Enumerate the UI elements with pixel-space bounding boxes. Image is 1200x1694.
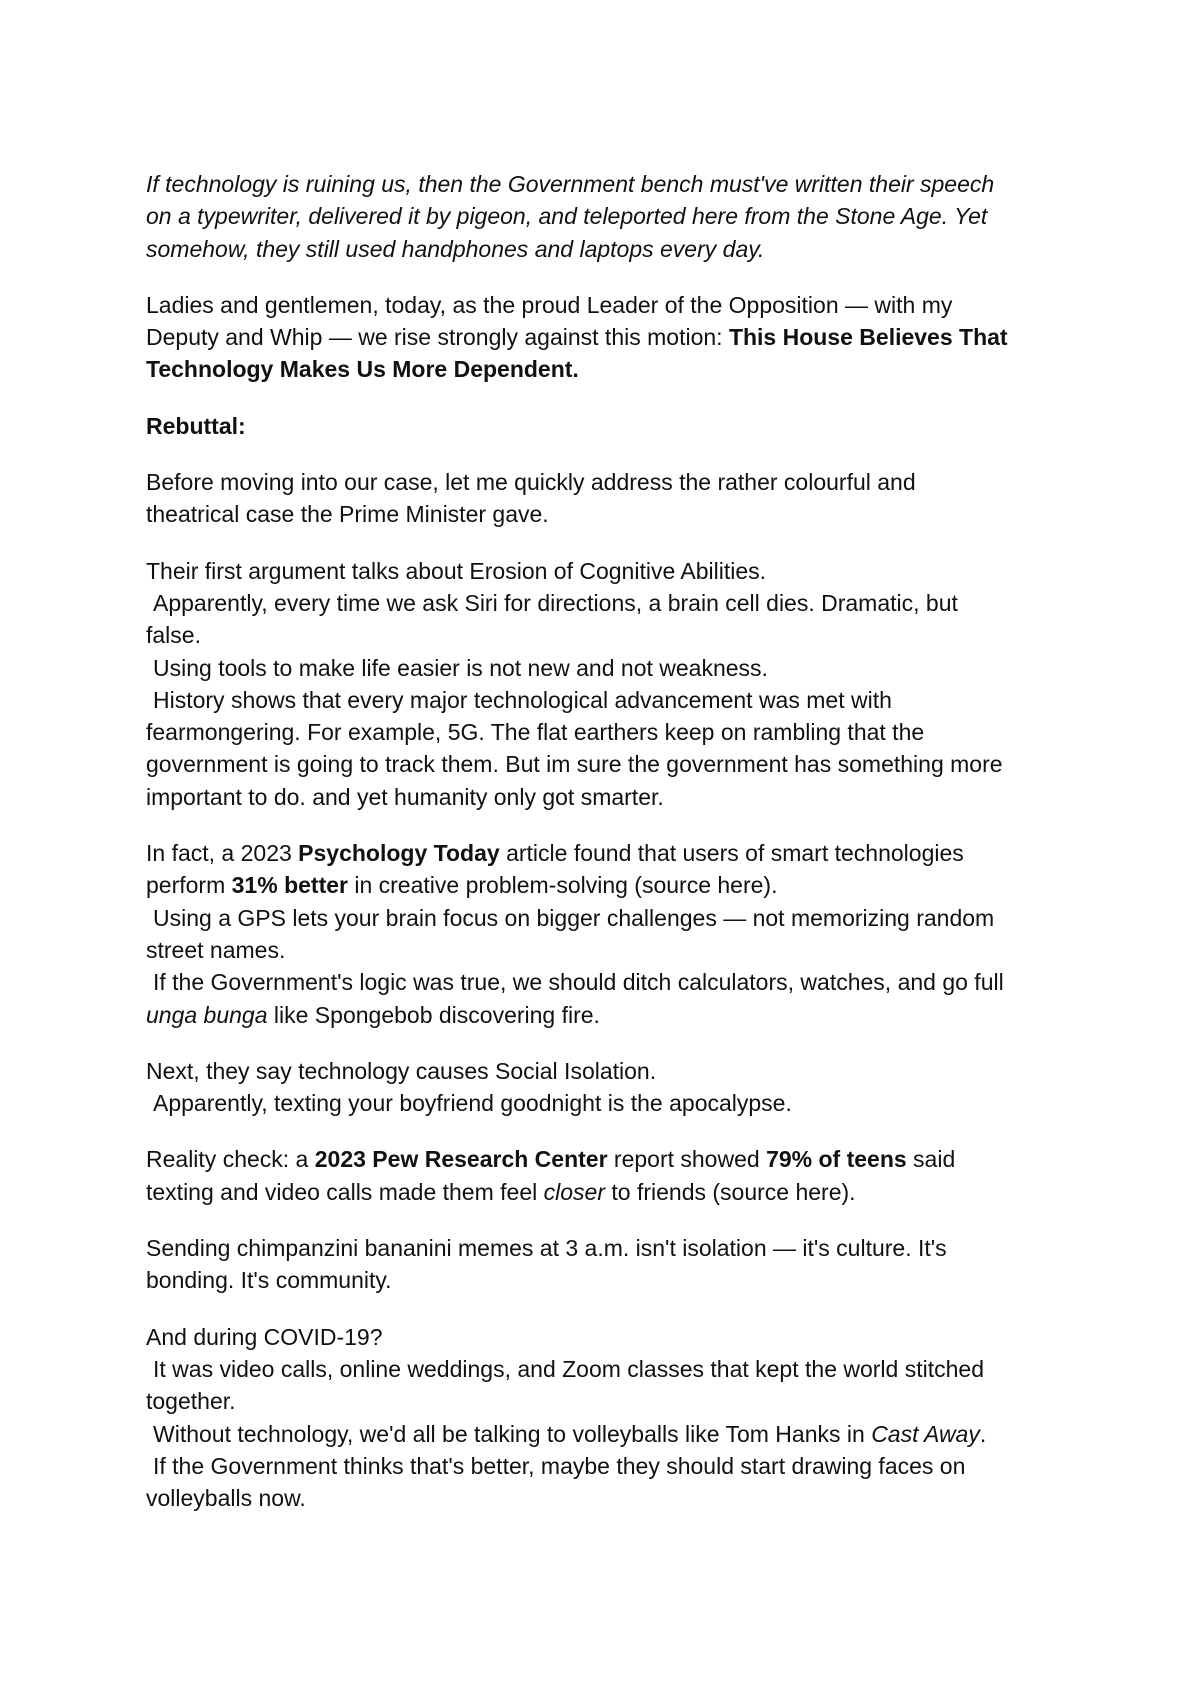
covid-line: volleyballs now. (146, 1485, 306, 1512)
fact-line (146, 999, 1076, 1031)
memes-paragraph (146, 1232, 1076, 1297)
memes-line: Sending chimpanzini bananini memes at 3 a.m. isn't isolation — it's culture. It's (146, 1235, 947, 1262)
intro-line: on a typewriter, delivered it by pigeon, and teleported here from the Stone Age. Yet (146, 203, 988, 230)
emphasis-text: unga bunga (146, 1001, 268, 1028)
argument-line: fearmongering. For example, 5G. The flat earthers keep on rambling that the (146, 719, 925, 746)
document-body (146, 168, 1076, 1538)
argument-line: false. (146, 622, 201, 649)
statistic: 31% better (231, 872, 348, 899)
reality-text: Reality check: a (146, 1146, 315, 1173)
before-paragraph (146, 466, 1076, 531)
fact-text: in creative problem-solving (source here). (347, 872, 778, 899)
intro-line: If technology is ruining us, then the Government bench must've written their speech (146, 171, 995, 197)
reality-paragraph (146, 1143, 1076, 1208)
fact-text: article found that users of smart technologies (499, 840, 964, 867)
motion-title: This House Believes That (728, 324, 1008, 351)
argument-line: Apparently, every time we ask Siri for directions, a brain cell dies. Dramatic, but (153, 589, 958, 616)
covid-line: together. (146, 1388, 236, 1415)
before-line: Before moving into our case, let me quickly address the rather colourful and (146, 469, 916, 496)
source-name: 2023 Pew Research Center (314, 1146, 608, 1173)
before-line: theatrical case the Prime Minister gave. (146, 501, 549, 528)
fact-paragraph (146, 837, 1076, 1031)
fact-line: If the Government's logic was true, we should ditch calculators, watches, and go full (153, 969, 1004, 996)
covid-text: . (979, 1420, 987, 1447)
reality-text: texting and video calls made them feel (146, 1178, 544, 1205)
opening-paragraph (146, 289, 1076, 386)
fact-line: Using a GPS lets your brain focus on bigger challenges — not memorizing random (153, 904, 995, 931)
next-paragraph (146, 1055, 1076, 1120)
rebuttal-heading-paragraph (146, 410, 1076, 442)
covid-line: And during COVID-19? (146, 1323, 383, 1350)
argument-line: Using tools to make life easier is not new and not weakness. (153, 654, 768, 681)
motion-title: Technology Makes Us More Dependent. (146, 356, 579, 383)
statistic: 79% of teens (766, 1146, 907, 1173)
memes-line: bonding. It's community. (146, 1267, 392, 1294)
opening-line: Ladies and gentlemen, today, as the proud Leader of the Opposition — with my (146, 291, 953, 318)
argument-line: History shows that every major technological advancement was met with (153, 686, 892, 713)
opening-line (146, 321, 1076, 353)
covid-paragraph (146, 1321, 1076, 1515)
rebuttal-heading: Rebuttal: (146, 412, 246, 439)
reality-line (146, 1176, 1076, 1208)
covid-line (146, 1418, 1076, 1450)
intro-paragraph (146, 168, 1076, 265)
reality-line (146, 1143, 1076, 1175)
opening-text: Deputy and Whip — we rise strongly against this motion: (146, 324, 729, 351)
film-title: Cast Away (871, 1420, 980, 1447)
intro-line: somehow, they still used handphones and laptops every day. (146, 235, 765, 262)
source-name: Psychology Today (298, 840, 500, 867)
covid-line: If the Government thinks that's better, maybe they should start drawing faces on (153, 1452, 966, 1479)
fact-text: In fact, a 2023 (146, 840, 299, 867)
next-line: Apparently, texting your boyfriend goodnight is the apocalypse. (153, 1090, 792, 1117)
fact-line (146, 869, 1076, 901)
emphasis-text: closer (543, 1178, 605, 1205)
next-line: Next, they say technology causes Social Isolation. (146, 1057, 657, 1084)
fact-text: like Spongebob discovering fire. (267, 1001, 600, 1028)
argument-line: government is going to track them. But im sure the government has something more (146, 751, 1003, 778)
argument-line: important to do. and yet humanity only got smarter. (146, 783, 664, 810)
fact-line (146, 837, 1076, 869)
first-argument-paragraph (146, 555, 1076, 813)
fact-text: perform (146, 872, 232, 899)
fact-line: street names. (146, 936, 286, 963)
covid-line: It was video calls, online weddings, and Zoom classes that kept the world stitched (153, 1355, 984, 1382)
reality-text: report showed (607, 1146, 767, 1173)
reality-text: said (906, 1146, 956, 1173)
covid-text: Without technology, we'd all be talking to volleyballs like Tom Hanks in (153, 1420, 872, 1447)
argument-line: Their first argument talks about Erosion of Cognitive Abilities. (146, 557, 767, 584)
reality-text: to friends (source here). (604, 1178, 856, 1205)
